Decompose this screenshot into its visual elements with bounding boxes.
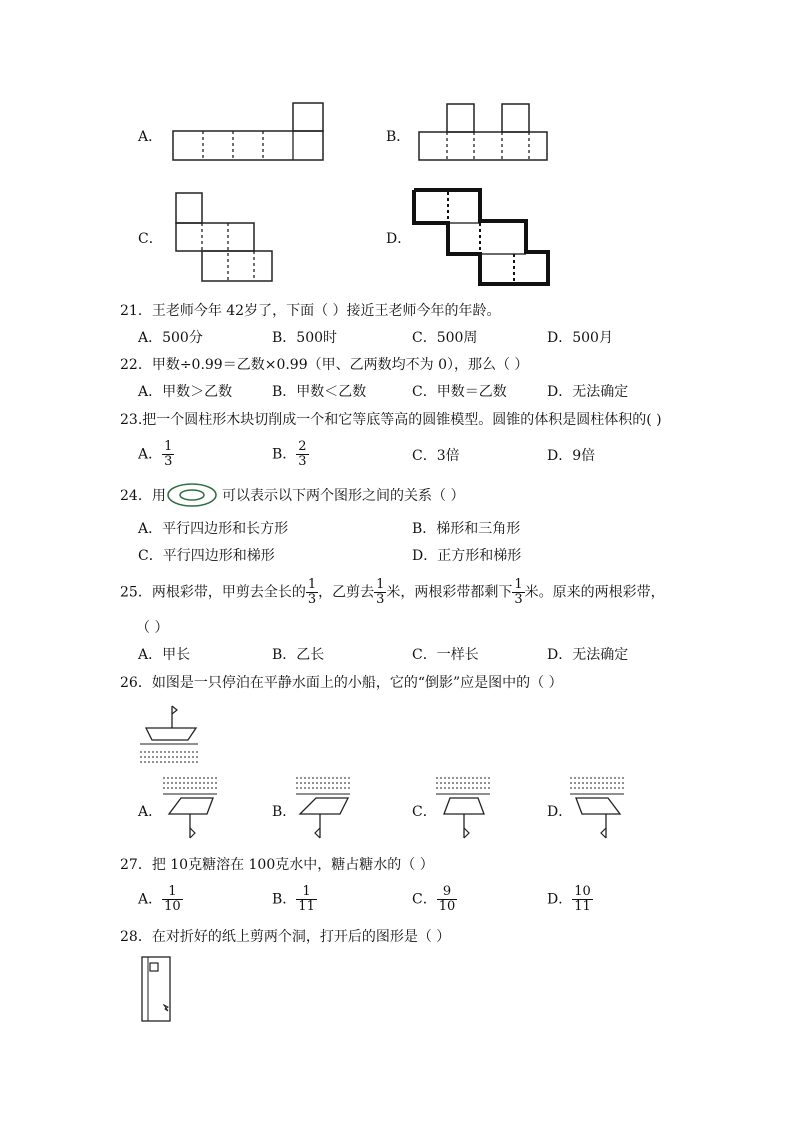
q26-option-d[interactable]: D． — [547, 804, 573, 820]
q23-option-b[interactable] — [272, 440, 309, 469]
fraction-denominator: 11 — [298, 899, 315, 914]
q25-option-c[interactable]: C．一样长 — [412, 647, 479, 663]
q27-option-a-fraction — [162, 885, 183, 914]
q27-option-c-fraction — [437, 885, 458, 914]
q25-fraction-1 — [306, 578, 318, 607]
fraction-numerator: 10 — [574, 884, 591, 899]
q28-stem: 28．在对折好的纸上剪两个洞，打开后的图形是（ ） — [120, 929, 451, 945]
q27-option-c-label: C． — [412, 891, 437, 908]
q22-option-c[interactable]: C．甲数＝乙数 — [412, 384, 507, 400]
fraction-numerator: 1 — [296, 885, 317, 900]
fraction-denominator: 10 — [438, 899, 456, 914]
q23-option-b-label: B． — [272, 446, 297, 463]
q22-stem: 22．甲数÷0.99＝乙数×0.99（甲、乙两数均不为 0），那么（ ） — [120, 357, 529, 373]
q21-option-d[interactable]: D．500月 — [547, 330, 613, 346]
q23-option-b-fraction — [296, 440, 308, 469]
q22-option-b[interactable]: B．甲数＜乙数 — [272, 384, 367, 400]
fraction-denominator: 3 — [298, 454, 307, 469]
q23-option-d[interactable]: D．9倍 — [547, 448, 596, 464]
q23-option-a-label: A． — [138, 446, 163, 463]
q25-stem-part-b: ，乙剪去 — [318, 584, 375, 601]
q27-option-b[interactable] — [272, 885, 317, 914]
fraction-numerator: 9 — [437, 885, 458, 900]
q26-option-b[interactable]: B． — [272, 804, 297, 820]
q25-answer-paren: （ ） — [136, 620, 169, 636]
q23-option-c[interactable]: C．3倍 — [412, 448, 460, 464]
q20-option-a-label[interactable]: A． — [138, 129, 163, 145]
q25-fraction-3 — [512, 578, 524, 607]
fraction-denominator: 10 — [164, 899, 181, 914]
q25-stem-part-d: 米。原来的两根彩带， — [524, 584, 665, 601]
q27-option-a[interactable] — [138, 885, 183, 914]
q26-stem: 26．如图是一只停泊在平静水面上的小船，它的“倒影”应是图中的（ ） — [120, 675, 563, 691]
q27-option-c[interactable] — [412, 885, 457, 914]
fraction-denominator: 11 — [574, 899, 591, 914]
q26-reflection-a-diagram — [163, 776, 221, 846]
q25-option-a[interactable]: A．甲长 — [138, 647, 191, 663]
q24-stem-prefix: 24．用 — [120, 488, 166, 504]
q24-option-c[interactable]: C．平行四边形和梯形 — [138, 548, 275, 564]
q27-option-d-fraction — [572, 885, 593, 914]
q26-reflection-d-diagram — [570, 776, 628, 846]
q25-stem-part-c: 米，两根彩带都剩下 — [386, 584, 513, 601]
fraction-numerator: 1 — [162, 885, 183, 900]
q20-option-c-label[interactable]: C． — [138, 231, 163, 247]
q24-stem-suffix: 可以表示以下两个图形之间的关系（ ） — [222, 488, 465, 504]
boat-on-water-diagram — [140, 700, 202, 770]
q23-stem: 23.把一个圆柱形木块切削成一个和它等底等高的圆锥模型。圆锥的体积是圆柱体积的( ) — [120, 412, 662, 428]
q25-option-b[interactable]: B．乙长 — [272, 647, 325, 663]
q20-net-a-diagram — [172, 102, 324, 162]
q21-option-c[interactable]: C．500周 — [412, 330, 478, 346]
q23-option-a[interactable] — [138, 440, 174, 469]
fraction-denominator: 3 — [307, 592, 317, 607]
q27-stem: 27．把 10克糖溶在 100克水中，糖占糖水的（ ） — [120, 857, 434, 873]
q23-option-a-fraction — [162, 440, 174, 469]
folded-paper-diagram — [140, 955, 176, 1025]
q26-option-a[interactable]: A． — [138, 804, 163, 820]
fraction-numerator: 1 — [164, 439, 173, 454]
fraction-numerator: 2 — [298, 439, 307, 454]
q27-option-d[interactable] — [547, 885, 593, 914]
q25-fraction-2 — [374, 578, 386, 607]
q21-option-a[interactable]: A．500分 — [138, 330, 203, 346]
fraction-denominator: 3 — [376, 592, 385, 607]
fraction-numerator: 1 — [376, 577, 385, 592]
q20-net-c-diagram — [175, 192, 275, 286]
q25-stem — [120, 578, 665, 607]
q22-option-d[interactable]: D．无法确定 — [547, 384, 629, 400]
q24-option-b[interactable]: B．梯形和三角形 — [412, 521, 521, 537]
q25-stem-part-a: 25．两根彩带，甲剪去全长的 — [120, 584, 306, 601]
nested-ellipses-icon — [166, 482, 218, 508]
fraction-numerator: 1 — [514, 577, 523, 592]
q20-option-b-label[interactable]: B． — [386, 129, 411, 145]
fraction-numerator: 1 — [307, 577, 317, 592]
q26-reflection-c-diagram — [436, 776, 494, 846]
q24-option-d[interactable]: D．正方形和梯形 — [412, 548, 522, 564]
q20-option-d-label[interactable]: D． — [386, 231, 412, 247]
q20-net-d-diagram — [412, 188, 552, 288]
q27-option-d-label: D． — [547, 891, 573, 908]
q22-option-a[interactable]: A．甲数＞乙数 — [138, 384, 233, 400]
q27-option-b-label: B． — [272, 891, 297, 908]
q26-option-c[interactable]: C． — [412, 804, 437, 820]
q21-stem: 21．王老师今年 42岁了，下面（ ）接近王老师今年的年龄。 — [120, 303, 501, 319]
fraction-denominator: 3 — [164, 454, 173, 469]
q26-reflection-b-diagram — [296, 776, 354, 846]
q21-option-b[interactable]: B．500时 — [272, 330, 338, 346]
q20-net-b-diagram — [418, 103, 558, 163]
q24-option-a[interactable]: A．平行四边形和长方形 — [138, 521, 289, 537]
q27-option-a-label: A． — [138, 891, 163, 908]
q25-option-d[interactable]: D．无法确定 — [547, 647, 629, 663]
q27-option-b-fraction — [296, 885, 317, 914]
fraction-denominator: 3 — [514, 592, 523, 607]
